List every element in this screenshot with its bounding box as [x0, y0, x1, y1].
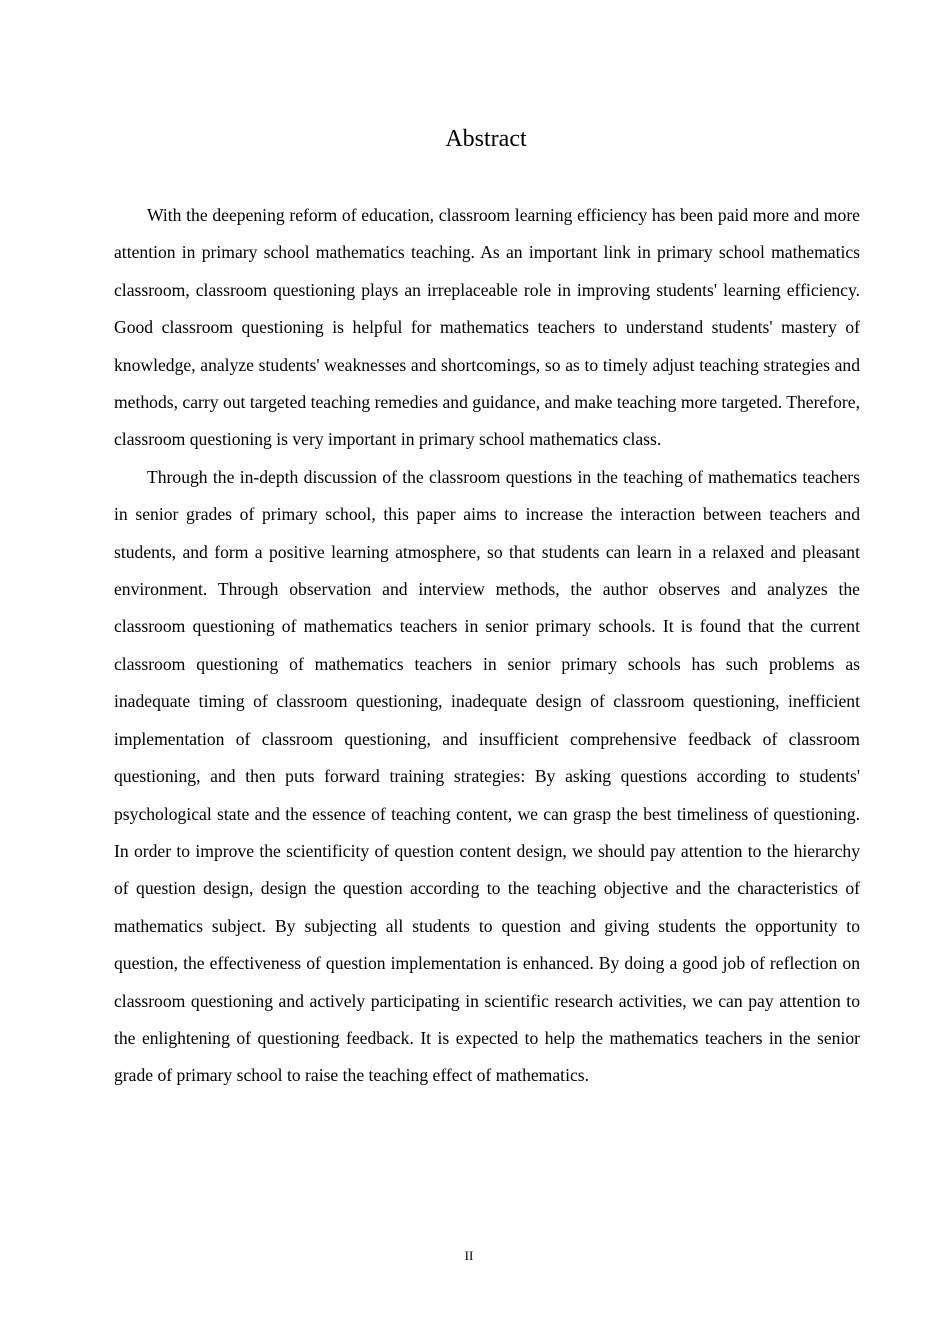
- abstract-paragraph-2: Through the in-depth discussion of the classroom questions in the teaching of mathematics teachers in senior grades of primary school, this paper aims to increase the interaction between teachers and students, and form a positive learning atmosphere, so that students can learn in a relaxed and pleasant environment. Through observation and interview methods, the author observes and analyzes the classroom questioning of mathematics teachers in senior primary schools. It is found that the current classroom questioning of mathematics teachers in senior primary schools has such problems as inadequate timing of classroom questioning, inadequate design of classroom questioning, inefficient implementation of classroom questioning, and insufficient comprehensive feedback of classroom questioning, and then puts forward training strategies: By asking questions according to students' psychological state and the essence of teaching content, we can grasp the best timeliness of questioning. In order to improve the scientificity of question content design, we should pay attention to the hierarchy of question design, design the question according to the teaching objective and the characteristics of mathematics subject. By subjecting all students to question and giving students the opportunity to question, the effectiveness of question implementation is enhanced. By doing a good job of reflection on classroom questioning and actively participating in scientific research activities, we can pay attention to the enlightening of questioning feedback. It is expected to help the mathematics teachers in the senior grade of primary school to raise the teaching effect of mathematics.: [114, 466, 860, 1086]
- page-number: II: [464, 1248, 474, 1263]
- abstract-body: [114, 197, 860, 1095]
- abstract-paragraph-1: With the deepening reform of education, classroom learning efficiency has been paid more and more attention in primary school mathematics teaching. As an important link in primary school mathematics classroom, classroom questioning plays an irreplaceable role in improving students' learning efficiency. Good classroom questioning is helpful for mathematics teachers to understand students' mastery of knowledge, analyze students' weaknesses and shortcomings, so as to timely adjust teaching strategies and methods, carry out targeted teaching remedies and guidance, and make teaching more targeted. Therefore, classroom questioning is very important in primary school mathematics class.: [114, 205, 860, 450]
- page-title: Abstract: [445, 126, 527, 152]
